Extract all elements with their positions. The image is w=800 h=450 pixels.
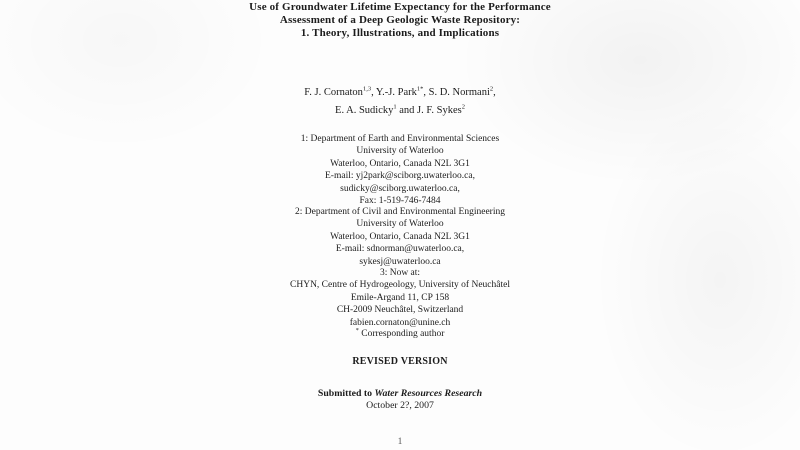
affiliation-line: University of Waterloo bbox=[356, 219, 444, 230]
author-list bbox=[0, 84, 800, 119]
affiliation-line: CHYN, Centre of Hydrogeology, University of Neuchâtel bbox=[290, 280, 510, 291]
author-affiliation-superscript: 2 bbox=[489, 85, 494, 93]
submitted-to-label: Submitted to bbox=[317, 388, 373, 399]
paper-title bbox=[0, 1, 800, 40]
affiliation-line: E-mail: sdnorman@uwaterloo.ca, bbox=[335, 244, 465, 255]
affiliation-line: Fax: 1-519-746-7484 bbox=[359, 196, 441, 207]
author-name: E. A. Sudicky bbox=[335, 104, 394, 116]
affiliation-line: CH-2009 Neuchâtel, Switzerland bbox=[336, 305, 464, 316]
author-name: , S. D. Normani bbox=[423, 87, 490, 98]
author-name: and J. F. Sykes bbox=[396, 104, 462, 116]
page-number: 1 bbox=[397, 437, 403, 447]
author-name: F. J. Cornaton bbox=[304, 87, 363, 98]
affiliation-line: 2: Department of Civil and Environmental Engineering bbox=[294, 207, 505, 217]
corresponding-author-note bbox=[0, 326, 800, 339]
corresponding-author-label: Corresponding author bbox=[361, 329, 445, 339]
affiliation-block-3 bbox=[0, 267, 800, 329]
author-affiliation-superscript: 2 bbox=[461, 103, 465, 110]
submitted-line bbox=[0, 388, 800, 400]
affiliation-line: 1: Department of Earth and Environmental Sciences bbox=[300, 134, 500, 144]
author-line-1 bbox=[0, 84, 800, 102]
affiliation-block-2 bbox=[0, 206, 800, 268]
author-affiliation-superscript: 1* bbox=[416, 85, 424, 93]
author-separator: , bbox=[493, 87, 496, 98]
affiliation-line: E-mail: yj2park@sciborg.uwaterloo.ca, bbox=[325, 171, 475, 182]
author-affiliation-superscript: 1 bbox=[393, 103, 397, 110]
paper-title-line-3: 1. Theory, Illustrations, and Implications bbox=[300, 27, 500, 39]
affiliation-line: University of Waterloo bbox=[356, 146, 444, 157]
asterisk-superscript: * bbox=[355, 326, 359, 334]
affiliation-line: sudicky@sciborg.uwaterloo.ca, bbox=[340, 183, 460, 194]
author-name: , Y.-J. Park bbox=[371, 87, 417, 98]
paper-title-line-2: Assessment of a Deep Geologic Waste Repository: bbox=[279, 14, 521, 26]
affiliation-line: Emile-Argand 11, CP 158 bbox=[350, 292, 450, 303]
affiliation-line: sykesj@uwaterloo.ca bbox=[359, 256, 441, 267]
affiliation-line: Waterloo, Ontario, Canada N2L 3G1 bbox=[330, 231, 470, 242]
author-affiliation-superscript: 1,3 bbox=[362, 85, 372, 93]
paper-title-line-1: Use of Groundwater Lifetime Expectancy for the Performance bbox=[249, 1, 551, 13]
revised-version-label: REVISED VERSION bbox=[352, 356, 448, 367]
affiliation-line: Waterloo, Ontario, Canada N2L 3G1 bbox=[330, 158, 470, 169]
submission-date: October 2?, 2007 bbox=[366, 400, 434, 412]
author-line-2 bbox=[0, 102, 800, 120]
affiliation-line: fabien.cornaton@unine.ch bbox=[349, 317, 451, 328]
submission-info bbox=[0, 388, 800, 413]
journal-name: Water Resources Research bbox=[374, 388, 483, 399]
affiliation-block-1 bbox=[0, 133, 800, 207]
affiliation-line: 3: Now at: bbox=[379, 268, 421, 278]
